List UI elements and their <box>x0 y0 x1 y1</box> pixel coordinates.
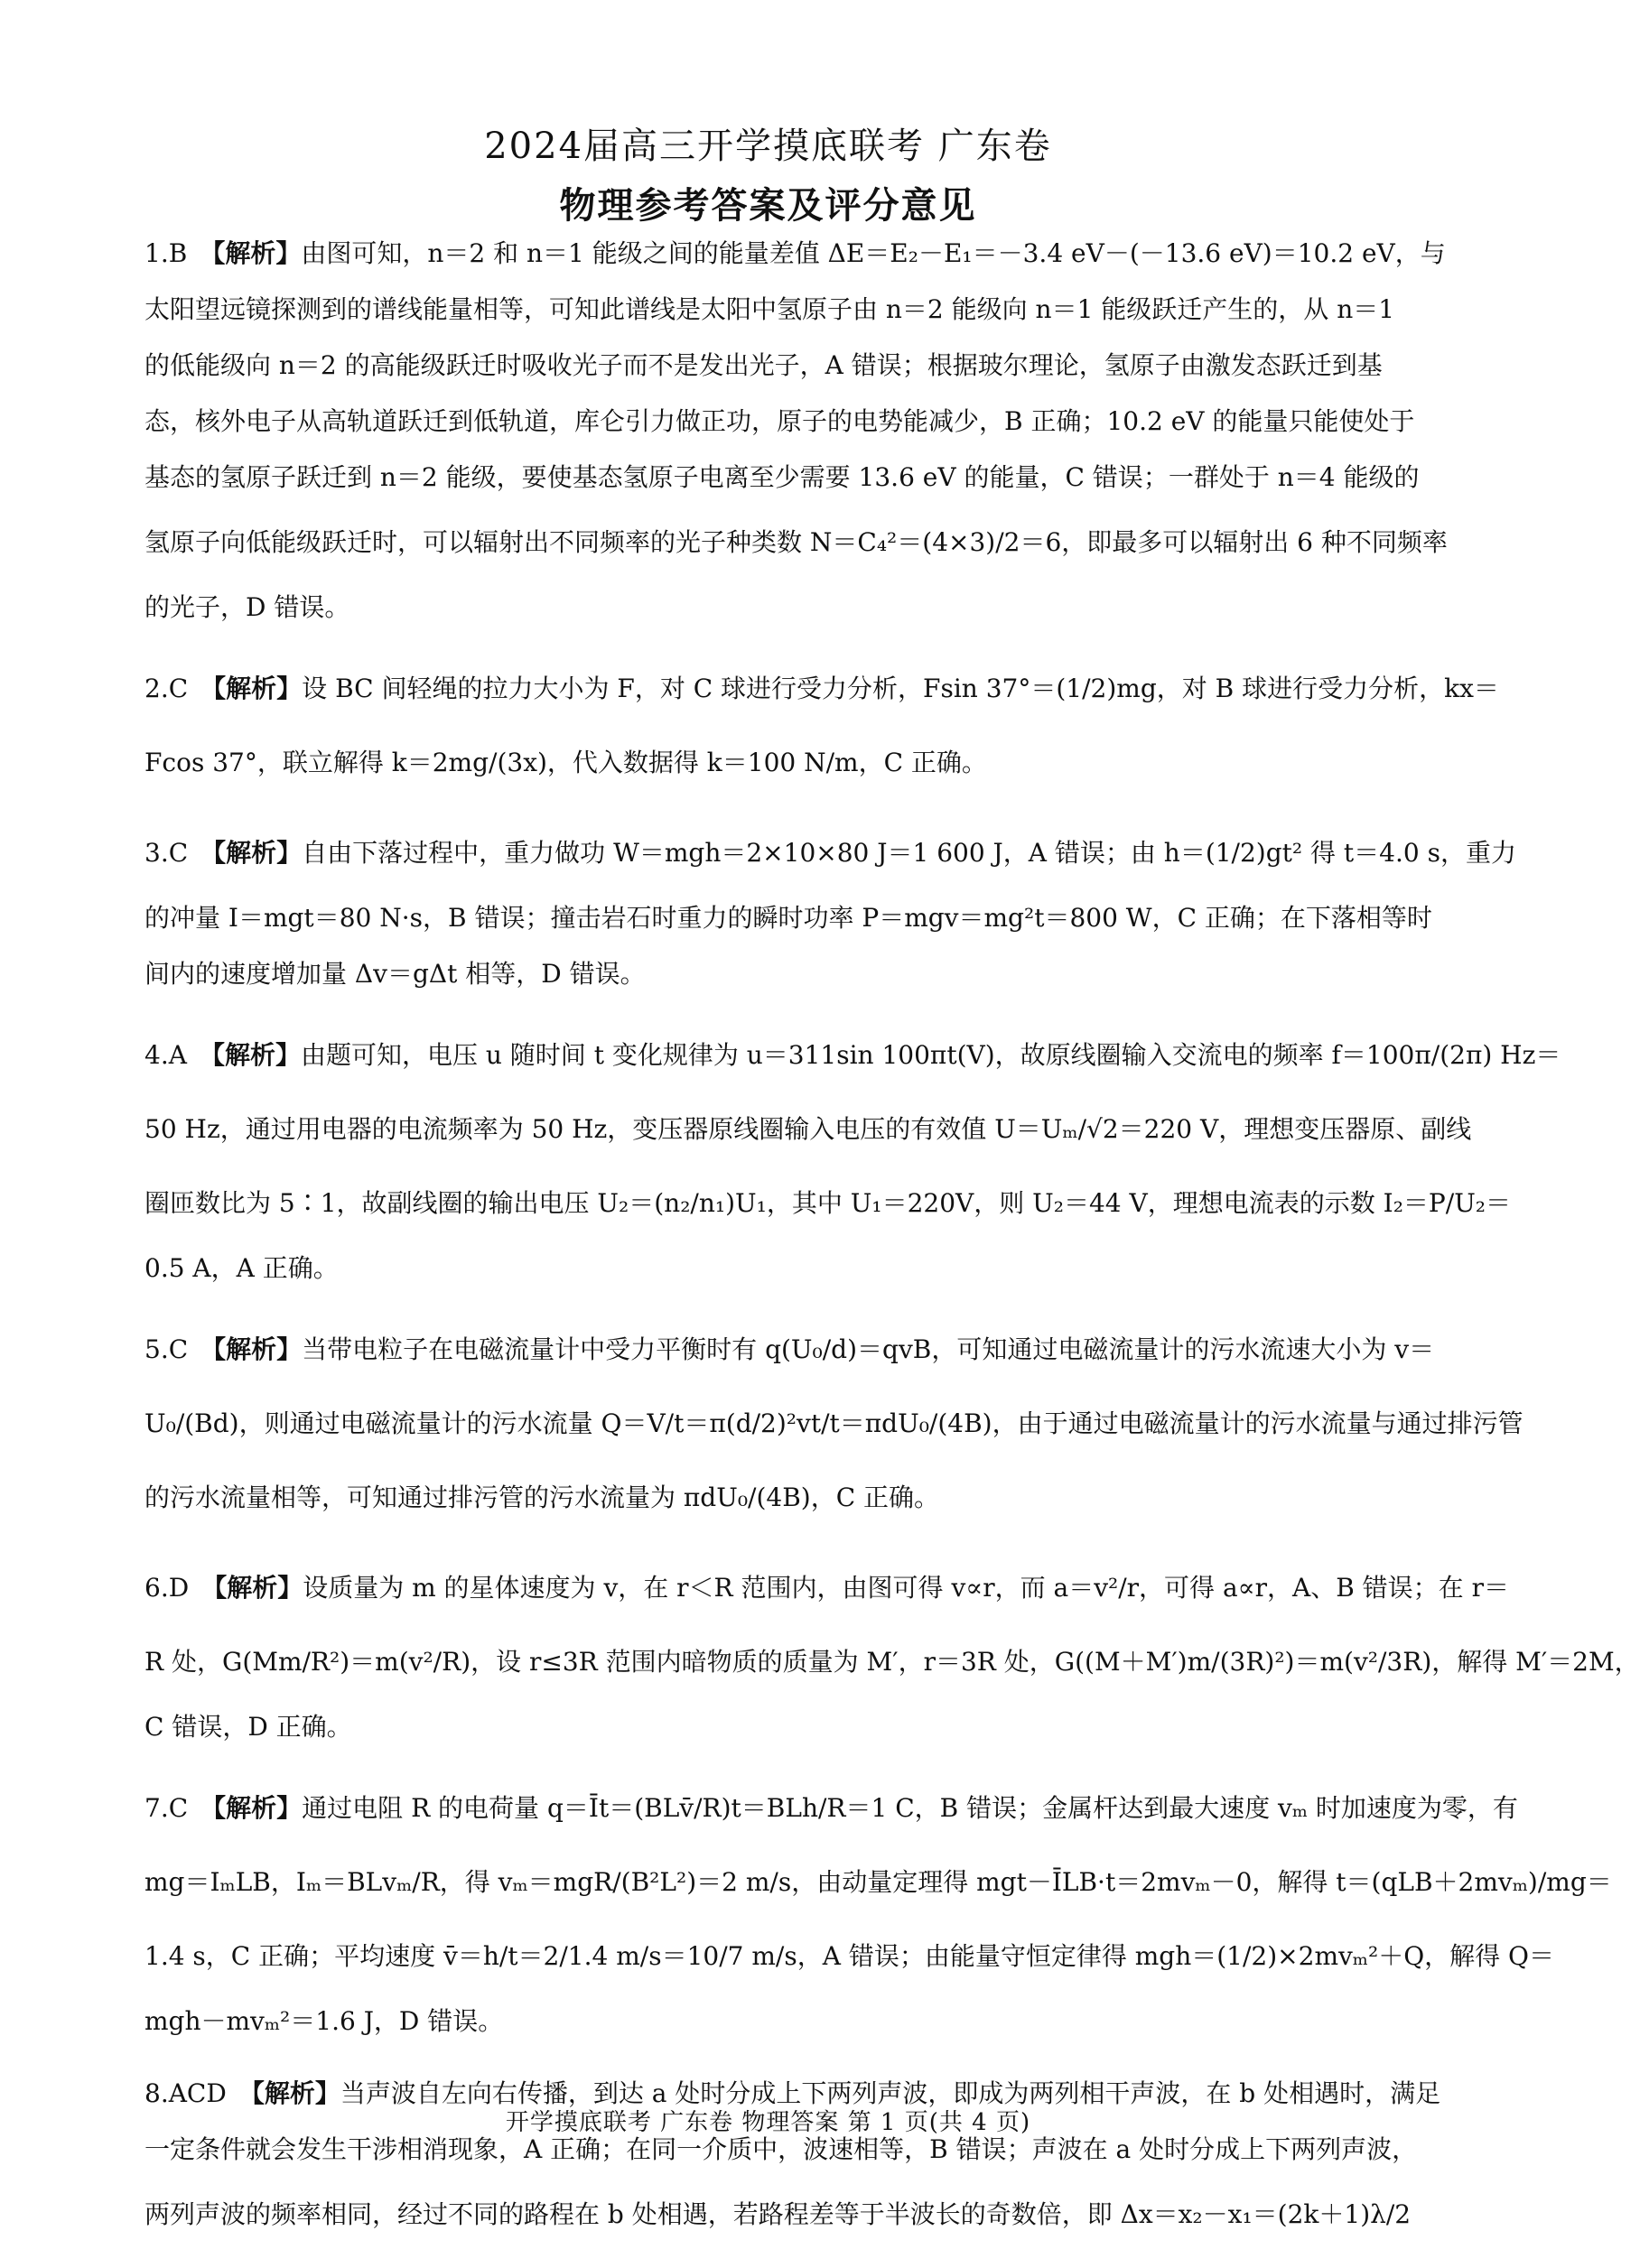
answer-line: 通过电阻 R 的电荷量 q＝Īt＝(BLv̄/R)t＝BLh/R＝1 C，B 错误；金属杆达到最大速度 vₘ 时加速度为零，有 <box>302 1793 1518 1823</box>
answer-item-6 <box>144 1551 1640 1755</box>
analysis-tag: 【解析】 <box>214 1573 303 1603</box>
answer-line: 自由下落过程中，重力做功 W＝mgh＝2×10×80 J＝1 600 J，A 错误；由 h＝(1/2)gt² 得 t＝4.0 s，重力 <box>302 838 1516 868</box>
answer-key: 6.D <box>144 1573 190 1603</box>
answer-line: mg＝IₘLB，Iₘ＝BLvₘ/R，得 vₘ＝mgR/(B²L²)＝2 m/s，由动量定理得 mgt－ĪLB·t＝2mvₘ－0，解得 t＝(qLB＋2mvₘ)/mg＝ <box>144 1867 1612 1897</box>
answer-key: 4.A <box>144 1040 187 1070</box>
answer-item-2 <box>144 652 1499 800</box>
answer-key: 5.C <box>144 1334 189 1364</box>
answer-line: 当带电粒子在电磁流量计中受力平衡时有 q(U₀/d)＝qvB，可知通过电磁流量计的污水流速大小为 v＝ <box>302 1334 1435 1364</box>
analysis-tag: 【解析】 <box>213 1793 303 1823</box>
answer-item-7 <box>144 1771 1612 2050</box>
answer-key: 7.C <box>144 1793 189 1823</box>
analysis-tag: 【解析】 <box>213 838 303 868</box>
analysis-tag: 【解析】 <box>211 1040 301 1070</box>
analysis-tag: 【解析】 <box>213 674 303 703</box>
answer-line: U₀/(Bd)，则通过电磁流量计的污水流量 Q＝V/t＝π(d/2)²vt/t＝πdU₀/(4B)，由于通过电磁流量计的污水流量与通过排污管 <box>144 1408 1524 1438</box>
answer-key: 1.B <box>144 238 188 268</box>
answer-line: 氢原子向低能级跃迁时，可以辐射出不同频率的光子种类数 N＝C₄²＝(4×3)/2＝6，即最多可以辐射出 6 种不同频率 <box>144 527 1448 557</box>
answer-key: 8.ACD <box>144 2078 227 2108</box>
answer-line: 圈匝数比为 5∶1，故副线圈的输出电压 U₂＝(n₂/n₁)U₁，其中 U₁＝220V，则 U₂＝44 V，理想电流表的示数 I₂＝P/U₂＝ <box>144 1188 1512 1218</box>
answer-line: 由题可知，电压 u 随时间 t 变化规律为 u＝311sin 100πt(V)，故原线圈输入交流电的频率 f＝100π/(2π) Hz＝ <box>300 1040 1561 1070</box>
answer-item-4 <box>144 1018 1561 1297</box>
answer-key: 2.C <box>144 674 189 703</box>
analysis-tag: 【解析】 <box>251 2078 340 2108</box>
answer-line: 由图可知，n＝2 和 n＝1 能级之间的能量差值 ΔE＝E₂－E₁＝－3.4 eV－(－13.6 eV)＝10.2 eV，与 <box>301 238 1446 268</box>
answer-line: 设 BC 间轻绳的拉力大小为 F，对 C 球进行受力分析，Fsin 37°＝(1/2)mg，对 B 球进行受力分析，kx＝ <box>302 674 1499 703</box>
answer-item-5 <box>144 1313 1524 1535</box>
answer-line: 的冲量 I＝mgt＝80 N·s，B 错误；撞击岩石时重力的瞬时功率 P＝mgv＝mg²t＝800 W，C 正确；在下落相等时 <box>144 903 1432 933</box>
answer-line: 太阳望远镜探测到的谱线能量相等，可知此谱线是太阳中氢原子由 n＝2 能级向 n＝1 能级跃迁产生的，从 n＝1 <box>144 294 1395 324</box>
answer-line: 两列声波的频率相同，经过不同的路程在 b 处相遇，若路程差等于半波长的奇数倍，即 Δx＝x₂－x₁＝(2k＋1)λ/2 <box>144 2199 1412 2229</box>
answer-line: 态，核外电子从高轨道跃迁到低轨道，库仑引力做正功，原子的电势能减少，B 正确；10.2 eV 的能量只能使处于 <box>144 406 1415 436</box>
answer-line: 设质量为 m 的星体速度为 v，在 r＜R 范围内，由图可得 v∝r，而 a＝v²/r，可得 a∝r，A、B 错误；在 r＝ <box>303 1573 1509 1603</box>
answer-item-3 <box>144 816 1516 1002</box>
answer-key: 3.C <box>144 838 189 868</box>
analysis-tag: 【解析】 <box>212 238 302 268</box>
answer-line: Fcos 37°，联立解得 k＝2mg/(3x)，代入数据得 k＝100 N/m，C 正确。 <box>144 748 987 777</box>
answer-line: 基态的氢原子跃迁到 n＝2 能级，要使基态氢原子电离至少需要 13.6 eV 的能量，C 错误；一群处于 n＝4 能级的 <box>144 462 1420 492</box>
answer-line: 一定条件就会发生干涉相消现象，A 正确；在同一介质中，波速相等，B 错误；声波在 a 处时分成上下两列声波， <box>144 2134 1418 2164</box>
answer-line: R 处，G(Mm/R²)＝m(v²/R)，设 r≤3R 范围内暗物质的质量为 M′，r＝3R 处，G((M＋M′)m/(3R)²)＝m(v²/3R)，解得 M′＝2M， <box>144 1647 1640 1677</box>
answer-line: 0.5 A，A 正确。 <box>144 1253 339 1283</box>
answer-line: C 错误，D 正确。 <box>144 1712 352 1742</box>
page-subtitle: 物理参考答案及评分意见 <box>559 184 977 227</box>
answer-list <box>144 226 1640 2268</box>
page-title: 2024届高三开学摸底联考 广东卷 <box>484 125 1052 167</box>
answer-item-1 <box>144 226 1448 636</box>
analysis-tag: 【解析】 <box>213 1334 303 1364</box>
answer-line: 1.4 s，C 正确；平均速度 v̄＝h/t＝2/1.4 m/s＝10/7 m/s，A 错误；由能量守恒定律得 mgh＝(1/2)×2mvₘ²＋Q，解得 Q＝ <box>144 1941 1555 1971</box>
answer-line: 的污水流量相等，可知通过排污管的污水流量为 πdU₀/(4B)，C 正确。 <box>144 1483 940 1512</box>
page-footer: 开学摸底联考 广东卷 物理答案 第 1 页(共 4 页) <box>505 2109 1031 2136</box>
answer-line: 的低能级向 n＝2 的高能级跃迁时吸收光子而不是发出光子，A 错误；根据玻尔理论，氢原子由激发态跃迁到基 <box>144 350 1383 380</box>
answer-line: 的光子，D 错误。 <box>144 592 350 622</box>
answer-line: mgh－mvₘ²＝1.6 J，D 错误。 <box>144 2006 504 2036</box>
answer-line: 间内的速度增加量 Δv＝gΔt 相等，D 错误。 <box>144 959 646 989</box>
answer-item-8 <box>144 2066 1441 2252</box>
answer-line: 50 Hz，通过用电器的电流频率为 50 Hz，变压器原线圈输入电压的有效值 U＝Uₘ/√2＝220 V，理想变压器原、副线 <box>144 1114 1472 1144</box>
answer-line: 当声波自左向右传播，到达 a 处时分成上下两列声波，即成为两列相干声波，在 b 处相遇时，满足 <box>340 2078 1441 2108</box>
